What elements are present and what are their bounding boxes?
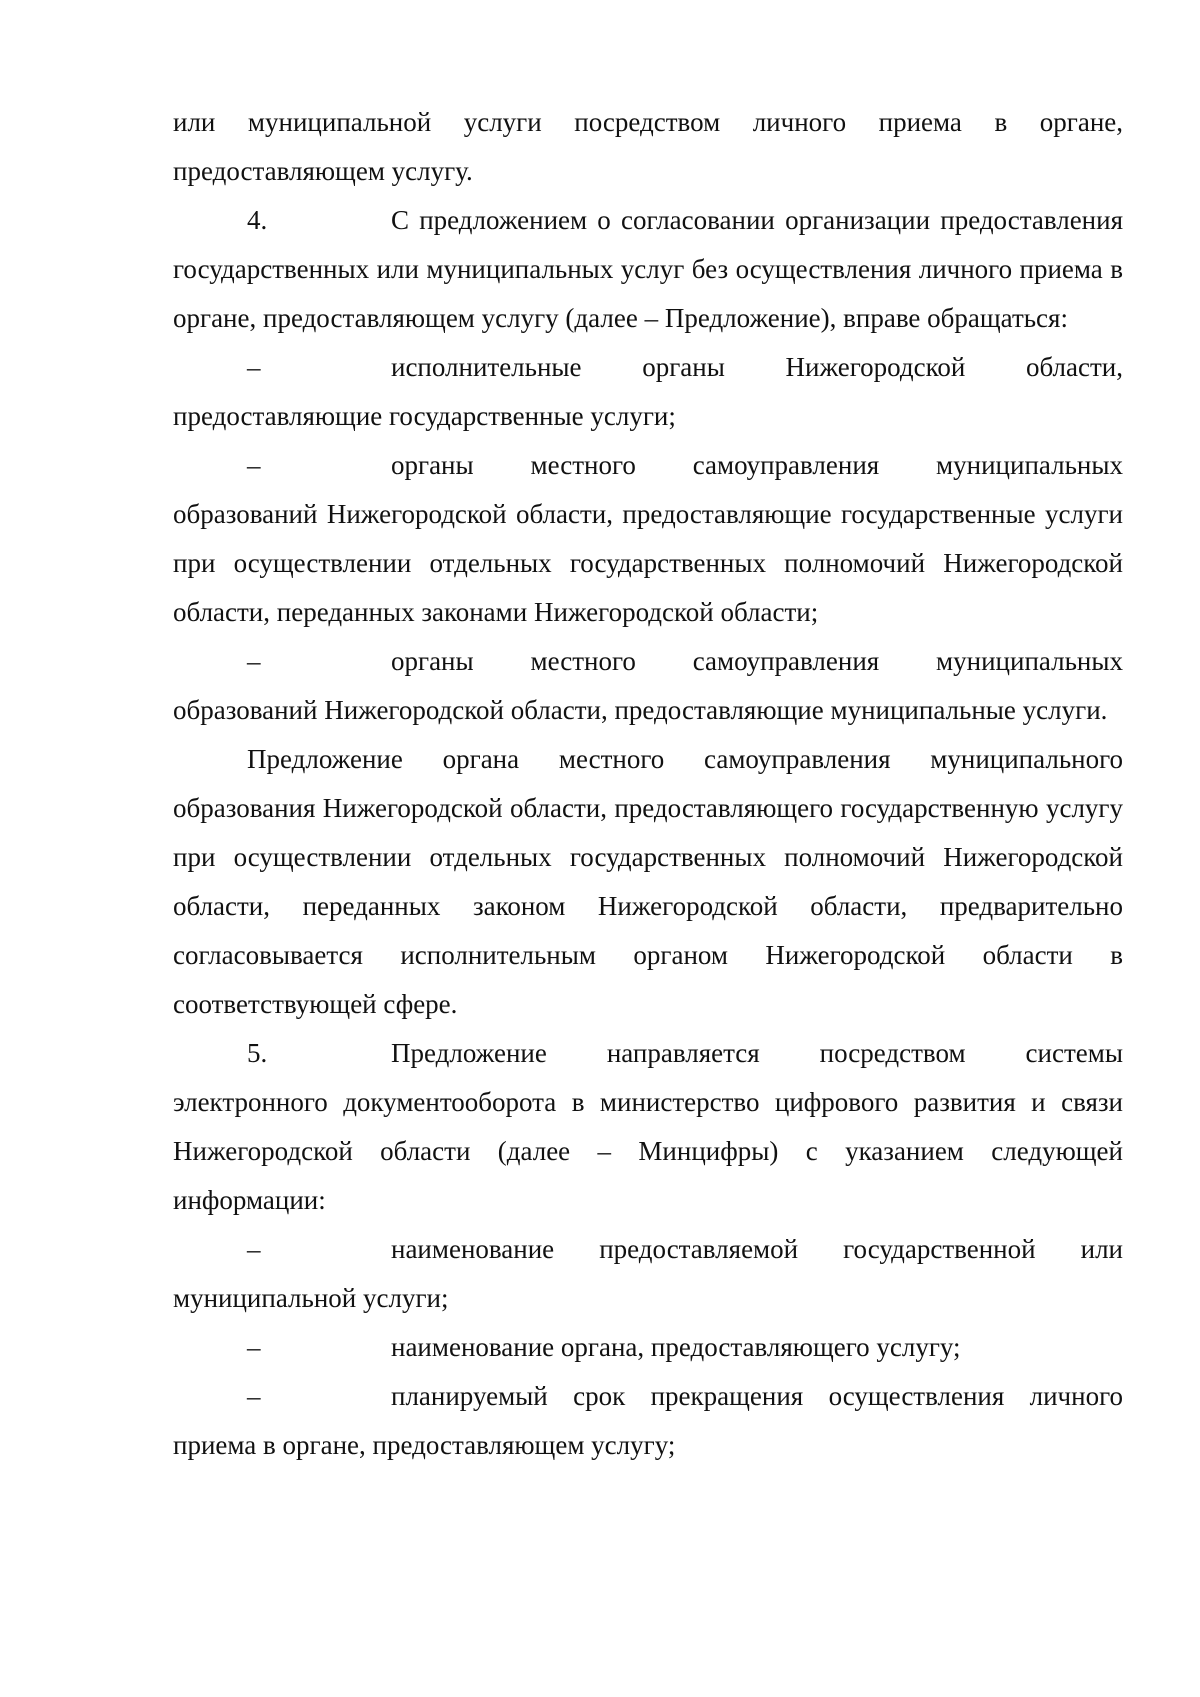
bullet-text: наименование органа, предоставляющего услугу; bbox=[391, 1332, 961, 1362]
dash-marker: – bbox=[247, 1381, 261, 1411]
item-5-paragraph bbox=[173, 1029, 1123, 1225]
bullet-text: исполнительные органы Нижегородской области, предоставляющие государственные услуги; bbox=[173, 352, 1123, 431]
bullet-text: органы местного самоуправления муниципальных образований Нижегородской области, предоставляющие государственные услуги при осуществлении отдельных государственных полномочий Нижегородской области, переданных законами Нижегородской области; bbox=[173, 450, 1123, 627]
item-4-paragraph bbox=[173, 196, 1123, 343]
dash-marker: – bbox=[247, 352, 261, 382]
bullet-text: планируемый срок прекращения осуществления личного приема в органе, предоставляющем услугу; bbox=[173, 1381, 1123, 1460]
item-5-bullet-3 bbox=[173, 1372, 1123, 1470]
item-5-bullet-1 bbox=[173, 1225, 1123, 1323]
dash-marker: – bbox=[247, 1332, 261, 1362]
item-5-number: 5. bbox=[247, 1038, 268, 1068]
item-4-text: С предложением о согласовании организации предоставления государственных или муниципальных услуг без осуществления личного приема в органе, предоставляющем услугу (далее – Предложение), вправе обращаться: bbox=[173, 205, 1123, 333]
item-4-bullet-2 bbox=[173, 441, 1123, 637]
continuation-paragraph: или муниципальной услуги посредством личного приема в органе, предоставляющем услугу. bbox=[173, 107, 1123, 186]
bullet-text: органы местного самоуправления муниципальных образований Нижегородской области, предоставляющие муниципальные услуги. bbox=[173, 646, 1123, 725]
item-4-number: 4. bbox=[247, 205, 268, 235]
document-page bbox=[173, 98, 1123, 1470]
item-4-bullet-3 bbox=[173, 637, 1123, 735]
item-5-text: Предложение направляется посредством системы электронного документооборота в министерство цифрового развития и связи Нижегородской области (далее – Минцифры) с указанием следующей информации: bbox=[173, 1038, 1123, 1215]
item-4-note-paragraph: Предложение органа местного самоуправления муниципального образования Нижегородской области, предоставляющего государственную услугу при осуществлении отдельных государственных полномочий Нижегородской области, переданных законом Нижегородской области, предварительно согласовывается исполнительным органом Нижегородской области в соответствующей сфере. bbox=[173, 744, 1123, 1019]
dash-marker: – bbox=[247, 450, 261, 480]
item-5-bullet-2 bbox=[173, 1323, 1123, 1372]
dash-marker: – bbox=[247, 646, 261, 676]
bullet-text: наименование предоставляемой государственной или муниципальной услуги; bbox=[173, 1234, 1123, 1313]
dash-marker: – bbox=[247, 1234, 261, 1264]
item-4-bullet-1 bbox=[173, 343, 1123, 441]
